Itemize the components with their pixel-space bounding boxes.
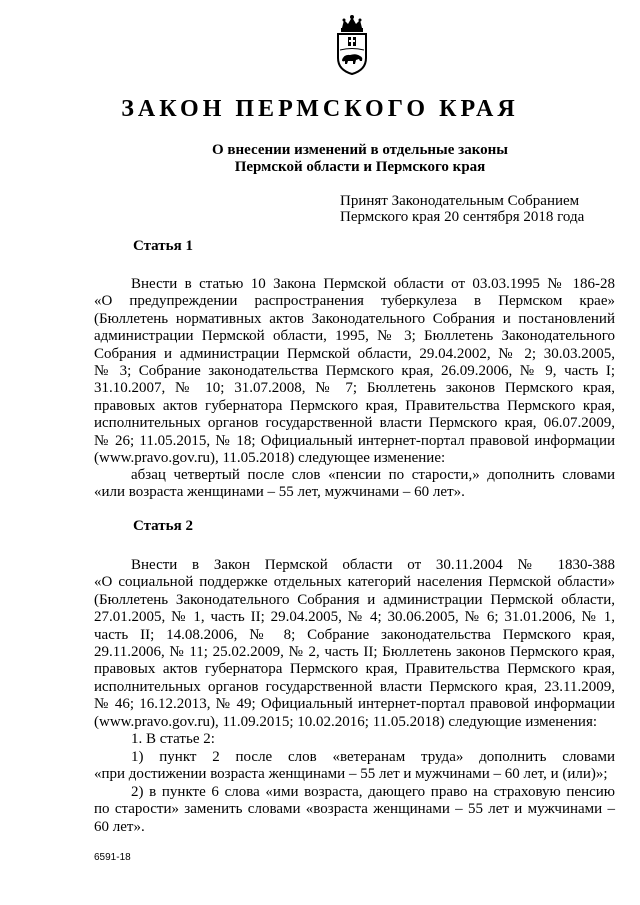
text-line: № 46; 16.12.2013, № 49; Официальный интернет-портал правовой информации [94,696,615,713]
text-line: правовых актов губернатора Пермского края, Правительства Пермского края, [94,661,615,678]
law-title: ЗАКОН ПЕРМСКОГО КРАЯ [121,96,519,122]
article-2-subitem-2 [94,784,615,836]
text-line: «при достижении возраста женщинами – 55 лет и мужчинами – 60 лет, и (или)»; [94,766,608,783]
article-2-paragraph-1 [94,557,615,731]
text-line: исполнительных органов государственной власти Пермского края, 23.11.2009, [94,678,615,695]
text-line: № 3; Собрание законодательства Пермского края, 26.09.2006, № 9, часть I; [94,363,615,380]
law-subtitle [0,142,640,176]
article-1-heading: Статья 1 [133,238,193,254]
article-1-paragraph-2 [94,467,615,502]
text-line [94,467,615,484]
article-1-paragraph-1 [94,276,615,467]
text-line: администрации Пермской области, 1995, № 3; Бюллетень Законодательного [94,328,615,345]
adoption-line: Пермского края 20 сентября 2018 года [340,209,585,225]
adoption-line: Принят Законодательным Собранием [340,193,580,209]
text-line: исполнительных органов государственной власти Пермского края, 06.07.2009, [94,415,615,432]
text-line: (www.pravo.gov.ru), 11.05.2018) следующее изменение: [94,450,446,467]
subtitle-line: О внесении изменений в отдельные законы [212,142,508,158]
text-line: «О предупреждении распространения туберкулеза в Пермском крае» [94,293,615,310]
text-line: по старости» заменить словами «возраста женщинами – 55 лет и мужчинами – [94,801,615,818]
text-line [94,784,615,801]
text-line: (www.pravo.gov.ru), 11.09.2015; 10.02.2016; 11.05.2018) следующие изменения: [94,713,598,730]
text-line: «О социальной поддержке отдельных категорий населения Пермской области» [94,574,615,591]
text-line-content: Внести в Закон Пермской области от 30.11.2004 № 1830-388 [131,557,615,573]
text-line-content: абзац четвертый после слов «пенсии по старости,» дополнить словами [131,467,615,483]
article-2-item-1 [94,731,615,748]
text-line: (Бюллетень нормативных актов Законодательного Собрания и постановлений [94,310,615,327]
text-line: 60 лет». [94,818,145,835]
text-line-content: 1. В статье 2: [131,731,215,747]
text-line-content: 2) в пункте 6 слова «ими возраста, дающего право на страховую пенсию [131,784,615,800]
text-line: Собрания и администрации Пермской области, 29.04.2002, № 2; 30.03.2005, [94,345,615,362]
text-line [94,731,615,748]
text-line-content: 1) пункт 2 после слов «ветеранам труда» дополнить словами [131,749,615,765]
article-2-heading: Статья 2 [133,518,193,534]
text-line: 29.11.2006, № 11; 25.02.2009, № 2, часть II; Бюллетень законов Пермского края, [94,644,615,661]
text-line [94,276,615,293]
adoption-note [340,193,584,225]
text-line-content: Внести в статью 10 Закона Пермской области от 03.03.1995 № 186-28 [131,276,615,292]
perm-krai-coat-of-arms-icon [334,14,370,76]
article-2-subitem-1 [94,749,615,784]
text-line [94,557,615,574]
text-line: (Бюллетень Законодательного Собрания и администрации Пермской области, [94,591,615,608]
text-line [94,749,615,766]
text-line: 27.01.2005, № 1, часть II; 29.04.2005, № 4; 30.06.2005, № 6; 31.01.2006, № 1, [94,609,615,626]
text-line: № 26; 11.05.2015, № 18; Официальный интернет-портал правовой информации [94,432,615,449]
text-line: 31.10.2007, № 10; 31.07.2008, № 7; Бюллетень законов Пермского края, [94,380,615,397]
text-line: часть II; 14.08.2006, № 8; Собрание законодательства Пермского края, [94,626,615,643]
text-line: правовых актов губернатора Пермского края, Правительства Пермского края, [94,397,615,414]
subtitle-line: Пермской области и Пермского края [234,159,486,175]
text-line: «или возраста женщинами – 55 лет, мужчинами – 60 лет». [94,484,465,501]
document-number: 6591-18 [94,852,131,863]
